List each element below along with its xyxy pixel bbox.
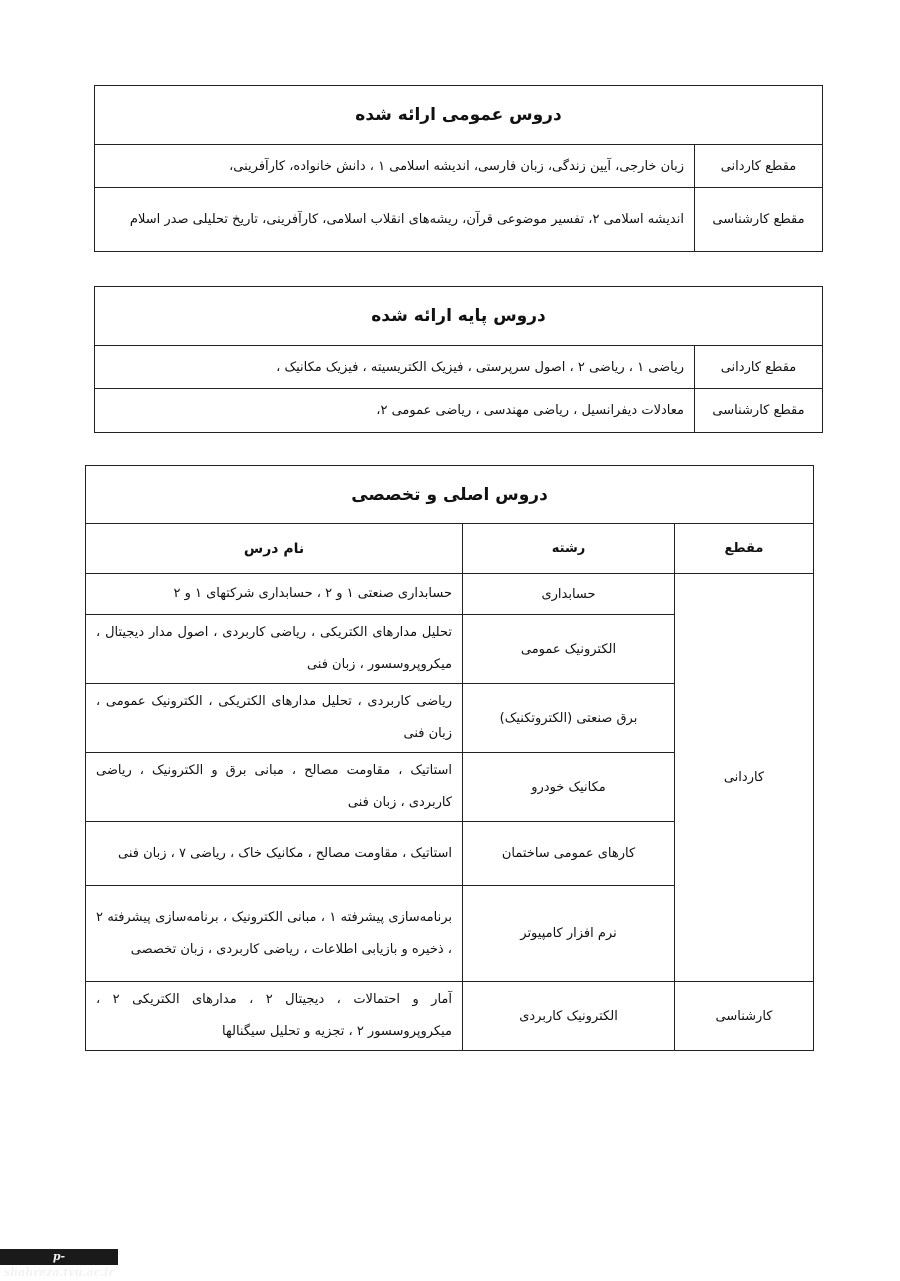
general-level-bachelor: مقطع کارشناسی <box>695 188 823 252</box>
basic-courses-title: دروس پایه ارائه شده <box>95 287 823 346</box>
field-name: مکانیک خودرو <box>463 753 675 822</box>
general-level-associate: مقطع کاردانی <box>695 145 823 188</box>
grade-associate: کاردانی <box>675 574 814 982</box>
course-list: استاتیک ، مقاومت مصالح ، مکانیک خاک ، ریاضی ۷ ، زبان فنی <box>86 822 463 886</box>
specialized-courses-title: دروس اصلی و تخصصی <box>86 466 814 524</box>
field-name: حسابداری <box>463 574 675 615</box>
field-name: کارهای عمومی ساختمان <box>463 822 675 886</box>
field-name: الکترونیک عمومی <box>463 615 675 684</box>
course-list: آمار و احتمالات ، دیجیتال ۲ ، مدارهای الکتریکی ۲ ، میکروپروسسور ۲ ، تجزیه و تحلیل سیگنالها <box>86 982 463 1051</box>
field-name: نرم افزار کامپیوتر <box>463 886 675 982</box>
header-courses: نام درس <box>86 524 463 574</box>
course-list: برنامه‌سازی پیشرفته ۱ ، مبانی الکترونیک ، برنامه‌سازی پیشرفته ۲ ، ذخیره و بازیابی اطلاعات ، ریاضی کاربردی ، زبان تخصصی <box>86 886 463 982</box>
course-list: ریاضی کاربردی ، تحلیل مدارهای الکتریکی ، الکترونیک عمومی ، زبان فنی <box>86 684 463 753</box>
header-grade: مقطع <box>675 524 814 574</box>
basic-courses-bachelor: معادلات دیفرانسیل ، ریاضی مهندسی ، ریاضی عمومی ۲، <box>95 389 695 433</box>
general-courses-bachelor: اندیشه اسلامی ۲، تفسیر موضوعی قرآن، ریشه‌های انقلاب اسلامی، کارآفرینی، تاریخ تحلیلی صدر اسلام <box>95 188 695 252</box>
site-watermark: p-shahreza.tvu.ac.ir <box>0 1249 118 1265</box>
course-list: حسابداری صنعتی ۱ و ۲ ، حسابداری شرکتهای ۱ و ۲ <box>86 574 463 615</box>
general-courses-title: دروس عمومی ارائه شده <box>95 86 823 145</box>
basic-level-bachelor: مقطع کارشناسی <box>695 389 823 433</box>
general-courses-associate: زبان خارجی، آیین زندگی، زبان فارسی، اندیشه اسلامی ۱ ، دانش خانواده، کارآفرینی، <box>95 145 695 188</box>
field-name: برق صنعتی (الکتروتکنیک) <box>463 684 675 753</box>
basic-courses-associate: ریاضی ۱ ، ریاضی ۲ ، اصول سرپرستی ، فیزیک الکتریسیته ، فیزیک مکانیک ، <box>95 346 695 389</box>
field-name: الکترونیک کاربردی <box>463 982 675 1051</box>
header-field: رشته <box>463 524 675 574</box>
course-list: استاتیک ، مقاومت مصالح ، مبانی برق و الکترونیک ، ریاضی کاربردی ، زبان فنی <box>86 753 463 822</box>
basic-level-associate: مقطع کاردانی <box>695 346 823 389</box>
general-courses-table <box>94 85 823 252</box>
table-row <box>86 574 814 615</box>
table-row <box>86 982 814 1051</box>
course-list: تحلیل مدارهای الکتریکی ، ریاضی کاربردی ، اصول مدار دیجیتال ، میکروپروسسور ، زبان فنی <box>86 615 463 684</box>
basic-courses-table <box>94 286 823 433</box>
grade-bachelor: کارشناسی <box>675 982 814 1051</box>
specialized-courses-table <box>85 465 814 1051</box>
